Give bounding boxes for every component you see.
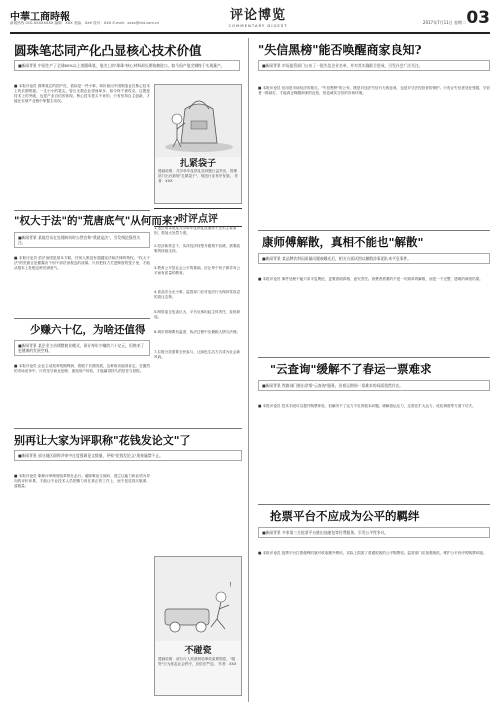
newspaper-name: 中華工商時報 — [10, 12, 70, 23]
cartoon-2-image — [155, 557, 242, 641]
quick-comments-title: 时评点评 — [154, 208, 242, 227]
article-8-byline: ■新闻背景 多家第三方抢票平台推出加速包等付费服务，引发公平性争议。 — [258, 527, 490, 538]
quick-comment-item: 2.经济新常态下，实体经济转型升级刻不容缓，需要政策的持续支持。 — [154, 244, 241, 254]
article-2-body: ■ 本报评论员 依法治国是基本方略，任何人都没有超越宪法和法律的特权。"权大于法"的荒唐言论暴露出个别干部法治观念的淡薄。只有把权力关进制度的笼子里，才能从根本上杜绝这种荒唐底气。 — [14, 256, 150, 271]
article-1-byline: ■新闻背景 中国生产了全球80%以上的圆珠笔，笔尖上的"球珠"核心材料却长期依赖进口。如今国产笔尖钢终于实现量产。 — [14, 60, 240, 71]
article-7-headline[interactable]: "云查询"缓解不了春运一票难求 — [270, 362, 432, 376]
article-divider — [14, 210, 150, 211]
cartoon-1-image — [155, 85, 242, 157]
quick-comment-item: 1.违法成本低是共享单车乱停乱放屡禁不止的主要原因，需加大处罚力度。 — [154, 226, 237, 236]
article-5-body: ■ 本报评论员 信用是市场经济的基石。"失信黑榜"的公布，既是对违法失信行为的惩戒，也是对守法经营者的保护。只有让失信者处处受限，守信者一路绿灯，才能真正唤醒商家的良知，营造诚实守信的市场环境。 — [258, 86, 490, 96]
article-6-headline[interactable]: 康师傅解散，真相不能也"解散" — [262, 235, 424, 249]
cartoon-2-caption: 漫画说明：部分行人故意制造事故索要赔偿，"碰瓷"行为扰乱社会秩序，应依法严惩。 作者：XXX — [158, 657, 237, 666]
article-divider — [258, 230, 490, 231]
article-divider — [14, 428, 242, 429]
article-2-byline: ■新闻背景 某地官员在处理纠纷时公然宣称"我就是法"，引发舆论强烈关注。 — [14, 232, 150, 248]
cartoon-2[interactable] — [154, 556, 242, 696]
svg-text:!: ! — [229, 581, 232, 589]
quick-comment-item: 4.食品安全无小事，监管部门应对违法行为保持零容忍的高压态势。 — [154, 290, 241, 300]
article-3-body: ■ 本报评论员 企业主动放弃短期利润，着眼于长期发展，这种取舍值得肯定。在激烈的市场竞争中，只有坚守商业伦理、重视用户体验，才能赢得持久的信任与回报。 — [14, 364, 150, 374]
article-8-headline[interactable]: 抢票平台不应成为公平的羁绊 — [270, 509, 420, 523]
quick-comment-item: 6.城市管理要有温度，执法过程中应兼顾人情与法理。 — [154, 330, 241, 334]
section-title-box — [203, 9, 313, 28]
page-number: 03 — [466, 8, 490, 28]
cartoon-1[interactable] — [154, 84, 242, 204]
section-title: 评论博览 — [229, 8, 286, 23]
article-4-byline: ■新闻背景 部分地区职称评审中过度强调论文数量，导致"花钱发论文"现象屡禁不止。 — [14, 450, 242, 461]
article-4-headline[interactable]: 别再让大家为评职称"花钱发论文"了 — [14, 434, 191, 447]
article-7-body: ■ 本报评论员 技术手段可以提升购票体验，但解决不了运力不足的根本问题。缓解春运压力，还需在扩大运力、优化调度等方面下功夫。 — [258, 404, 476, 408]
article-6-byline: ■新闻背景 某品牌饮料因质量问题被曝光后，相关方面试图以解散涉事团队来平息事件。 — [258, 253, 490, 264]
article-4-body: ■ 本报评论员 职称评审制度改革势在必行。破除唯论文倾向，建立以能力和业绩为导向的评价体系，才能让专业技术人员把精力用在真正的工作上，而不是花钱买版面、凑数量。 — [14, 474, 150, 489]
newspaper-contact-line: 新闻热线 010-XXXXXXXX 编辑：XXX 美编：XXX 校对：XXX E-mail：xxxx@cbt.com.cn — [10, 21, 160, 25]
quick-comment-item: 3.教育公平是社会公平的基础，应让每个孩子都享有公平而有质量的教育。 — [154, 266, 241, 276]
article-8-body: ■ 本报评论员 抢票平台打着便利的旗号收取额外费用，实际上损害了普通旅客的公平购票权。监管部门应加强规范，维护公平有序的购票环境。 — [258, 551, 487, 555]
article-3-headline[interactable]: 少赚六十亿，为啥还值得 — [30, 324, 146, 336]
column-divider — [248, 38, 249, 702]
article-3-byline: ■新闻背景 某企业主动调整商业模式，预计每年少赚约六十亿元，但换来了更健康的发展空间。 — [14, 340, 150, 356]
article-2-headline[interactable]: "权大于法"的"荒唐底气"从何而来? — [14, 215, 179, 227]
cartoon-1-caption: 漫画说明：共享单车乱停乱放问题日益突出，管理部门出台新规"扎紧袋子"，规范行业有序发展。 作者：XXX — [158, 169, 238, 183]
article-5-headline[interactable]: "失信黑榜"能否唤醒商家良知? — [258, 43, 422, 57]
article-divider — [258, 504, 490, 505]
section-title-en: COMMENTARY DIGEST — [228, 23, 288, 28]
page-header — [10, 8, 490, 34]
article-1-body: ■ 本报评论员 圆珠笔芯的国产化，看似是一件小事，却折射出中国制造业在核心技术上的长期短板。一支小小的笔尖，曾让无数企业望而却步，如今终于被攻克，这既是技术上的突破，也是产业自信的体现。核心技术是买不来的，只有坚持自主创新，才能在全球产业链中掌握主动权。 — [14, 84, 150, 104]
quick-comment-item: 7.垃圾分类需要全民参与，让绿色生活方式成为社会新风尚。 — [154, 350, 241, 360]
article-1-headline[interactable]: 圆珠笔芯同产化凸显核心技术价值 — [14, 43, 202, 58]
cartoon-1-title: 扎紧袋子 — [179, 159, 216, 169]
article-6-body: ■ 本报评论员 事件处理不能只求平息舆论，更要查明真相、追究责任。消费者需要的不是一句简单的解散，而是一个完整、透明的调查结果。 — [258, 277, 483, 281]
article-5-byline: ■新闻背景 市场监管部门公布了一批失信企业名单，并对其实施联合惩戒，引发社会广泛关注。 — [258, 60, 490, 71]
article-7-byline: ■新闻背景 铁路部门推出余票"云查询"服务，但春运期间一票难求的局面依然存在。 — [258, 380, 490, 391]
article-divider — [258, 357, 490, 358]
issue-date: 2017年7月11日 星期二 — [422, 20, 466, 25]
quick-comment-item: 5.网络谣言危害巨大，平台应承担起主体责任，及时辟谣。 — [154, 310, 241, 320]
cartoon-2-title: 不碰瓷 — [184, 646, 212, 656]
article-divider — [14, 318, 150, 319]
